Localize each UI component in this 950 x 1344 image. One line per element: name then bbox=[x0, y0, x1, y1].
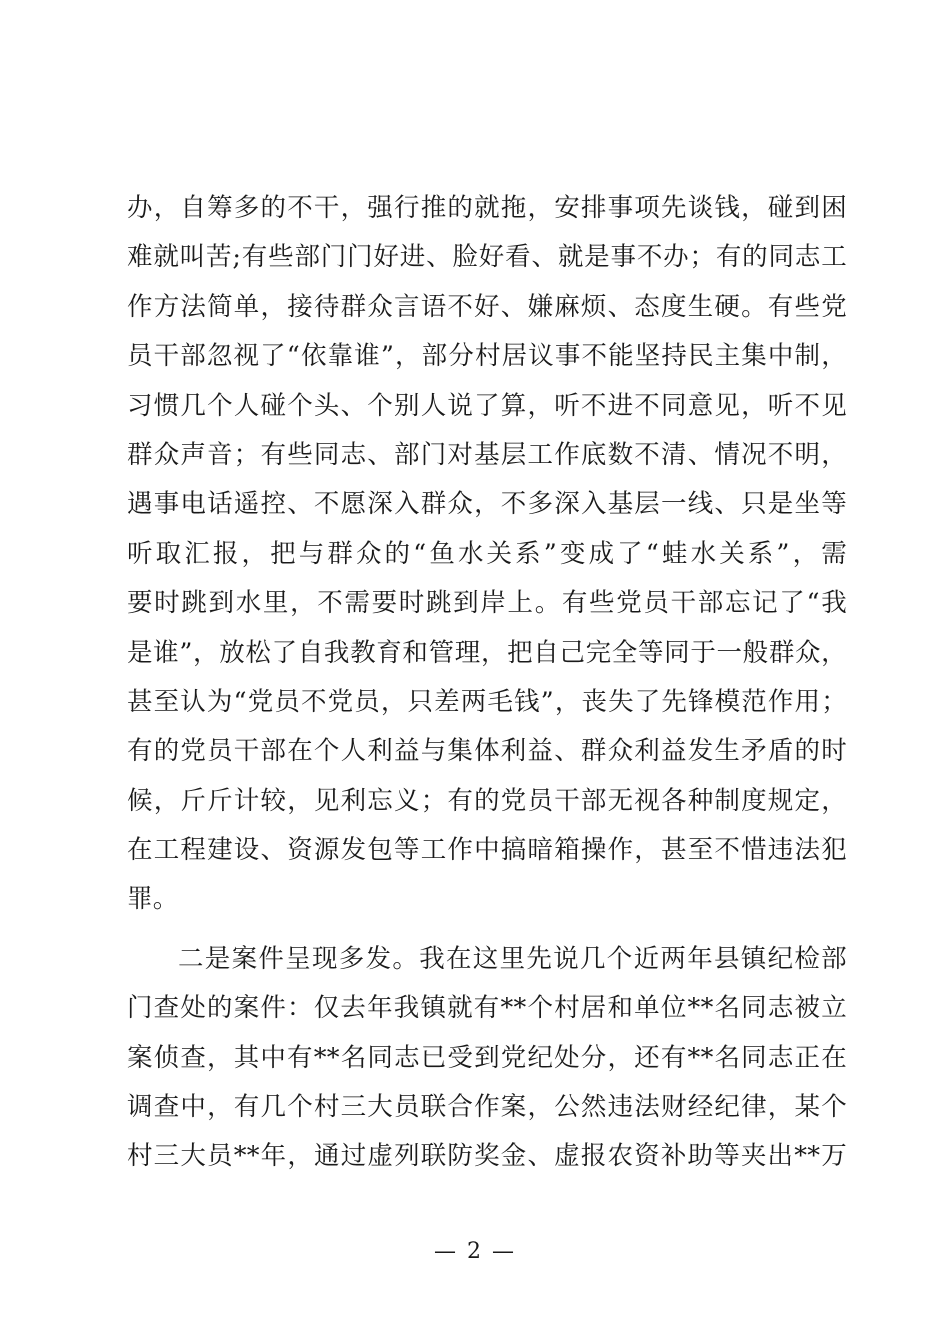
text-line: 门查处的案件：仅去年我镇就有**个村居和单位**名同志被立 bbox=[127, 993, 847, 1024]
paragraph-2 bbox=[127, 935, 847, 1182]
text-line: 有的党员干部在个人利益与集体利益、群众利益发生矛盾的时 bbox=[127, 736, 847, 767]
text-line: 调查中，有几个村三大员联合作案，公然违法财经纪律，某个 bbox=[127, 1092, 847, 1123]
text-line: 听取汇报，把与群众的“鱼水关系”变成了“蛙水关系”，需 bbox=[127, 538, 847, 569]
text-line: 候，斤斤计较，见利忘义；有的党员干部无视各种制度规定， bbox=[127, 785, 847, 816]
text-line: 二是案件呈现多发。我在这里先说几个近两年县镇纪检部 bbox=[178, 943, 847, 974]
text-line: 村三大员**年，通过虚列联防奖金、虚报农资补助等夹出**万 bbox=[127, 1141, 847, 1172]
text-line: 作方法简单，接待群众言语不好、嫌麻烦、态度生硬。有些党 bbox=[127, 291, 847, 322]
paragraph-1 bbox=[127, 184, 847, 925]
body-text bbox=[127, 184, 847, 1182]
text-line: 难就叫苦;有些部门门好进、脸好看、就是事不办；有的同志工 bbox=[127, 242, 847, 273]
paragraph-gap bbox=[127, 925, 847, 935]
text-line: 群众声音；有些同志、部门对基层工作底数不清、情况不明， bbox=[127, 439, 847, 470]
text-line: 要时跳到水里，不需要时跳到岸上。有些党员干部忘记了“我 bbox=[127, 588, 847, 619]
text-line: 甚至认为“党员不党员，只差两毛钱”，丧失了先锋模范作用； bbox=[127, 686, 847, 717]
text-line: 罪。 bbox=[127, 884, 179, 915]
text-line: 办，自筹多的不干，强行推的就拖，安排事项先谈钱，碰到困 bbox=[127, 193, 847, 223]
page-number: — 2 — bbox=[434, 1239, 516, 1264]
text-line: 习惯几个人碰个头、个别人说了算，听不进不同意见，听不见 bbox=[127, 390, 847, 421]
text-line: 在工程建设、资源发包等工作中搞暗箱操作，甚至不惜违法犯 bbox=[127, 835, 847, 866]
text-line: 员干部忽视了“依靠谁”，部分村居议事不能坚持民主集中制， bbox=[127, 341, 847, 372]
text-line: 遇事电话遥控、不愿深入群众，不多深入基层一线、只是坐等 bbox=[127, 489, 847, 520]
text-line: 是谁”，放松了自我教育和管理，把自己完全等同于一般群众， bbox=[127, 637, 847, 668]
text-line: 案侦查，其中有**名同志已受到党纪处分，还有**名同志正在 bbox=[127, 1042, 847, 1073]
